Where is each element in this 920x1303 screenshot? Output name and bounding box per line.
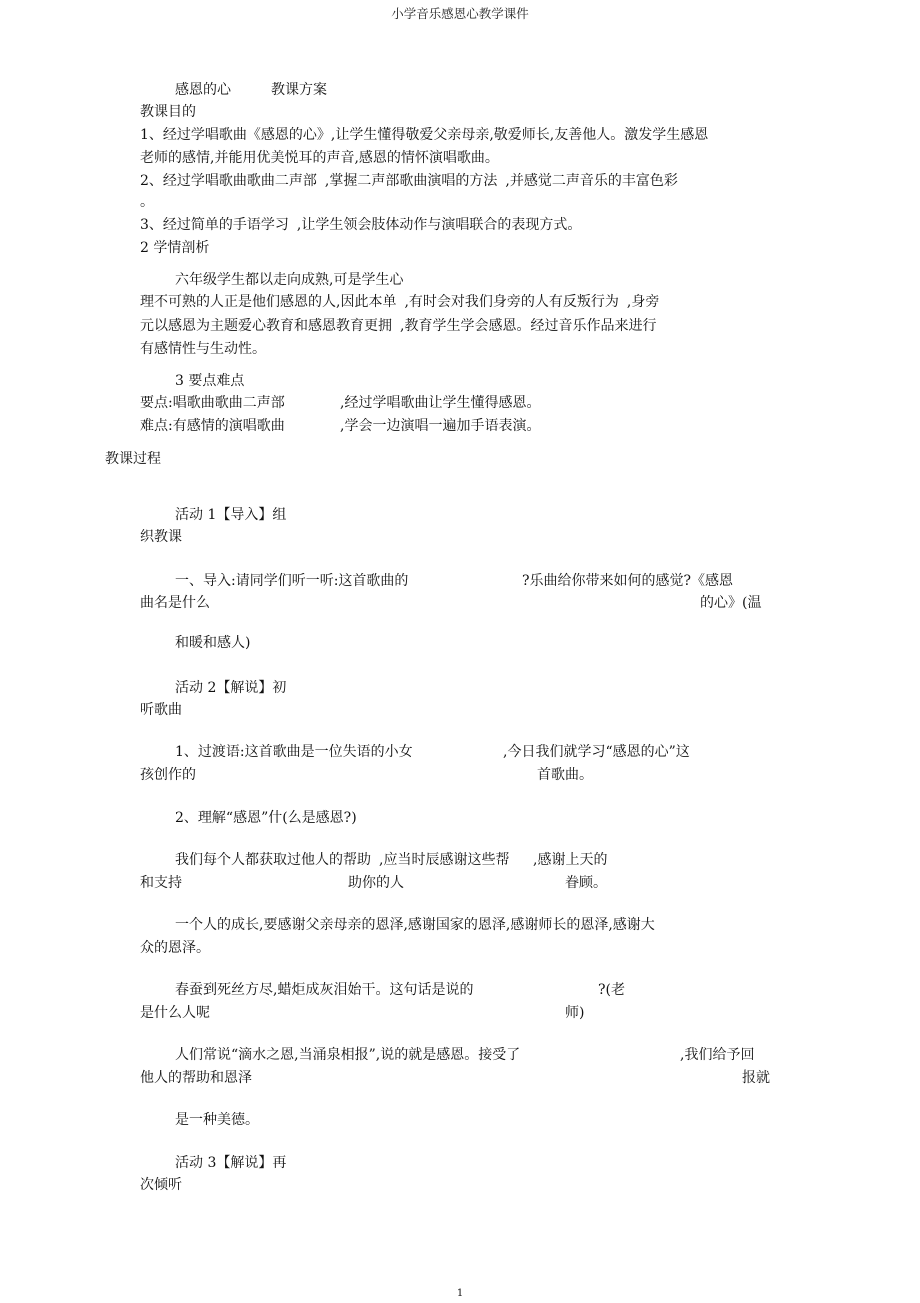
goal-2: 2、经过学唱歌曲歌曲二声部 <box>140 173 317 189</box>
paragraph: ,今日我们就学习“感恩的心”这 <box>503 744 690 760</box>
paragraph: 报就 <box>742 1070 770 1086</box>
goal-3-seg: ,让学生领会肢体动作与演唱联合的表现方式。 <box>296 217 582 233</box>
key-point: 要点:唱歌曲歌曲二声部 <box>140 395 285 411</box>
activity-heading: 次倾听 <box>140 1177 182 1193</box>
paragraph: ,教育学生学会感恩。经过音乐作品来进行 <box>400 318 657 334</box>
page-number: 1 <box>456 1288 464 1299</box>
goal-1: 1、经过学唱歌曲《感恩的心》,让学生懂得敬爱父亲母亲,敬爱师长,友善他人。激发学生感恩 <box>140 127 709 143</box>
paragraph: 2、理解“感恩”什(么是感恩?) <box>175 810 357 826</box>
paragraph: 助你的人 <box>348 875 404 891</box>
activity-heading: 活动 2【解说】初 <box>175 680 287 696</box>
paragraph: 和支持 <box>140 875 182 891</box>
section-heading: 教课过程 <box>105 451 161 467</box>
section-heading: 教课目的 <box>140 104 196 120</box>
paragraph: 是什么人呢 <box>140 1005 210 1021</box>
paragraph: 六年级学生都以走向成熟,可是学生心 <box>175 272 404 288</box>
paragraph: 曲名是什么 <box>140 595 210 611</box>
paragraph: ,应当时辰感谢这些帮 <box>379 852 510 868</box>
paragraph: 我们每个人都获取过他人的帮助 <box>175 852 371 868</box>
paragraph: 有感情性与生动性。 <box>140 341 266 357</box>
activity-heading: 活动 3【解说】再 <box>175 1155 287 1171</box>
paragraph: 众的恩泽。 <box>140 940 210 956</box>
paragraph: 一、导入:请同学们听一听:这首歌曲的 <box>175 573 409 589</box>
paragraph: 人们常说“滴水之恩,当涌泉相报”,说的就是感恩。接受了 <box>175 1047 521 1063</box>
difficulty: ,学会一边演唱一遍加手语表演。 <box>340 418 541 434</box>
goal-2-seg: ,掌握二声部歌曲演唱的方法 <box>324 173 498 189</box>
paragraph: 理不可熟的人正是他们感恩的人,因此本单 <box>140 294 397 310</box>
paragraph: 他人的帮助和恩泽 <box>140 1070 252 1086</box>
goal-2-end: 。 <box>140 194 154 210</box>
activity-heading: 活动 1【导入】组 <box>175 507 287 523</box>
key-point: ,经过学唱歌曲让学生懂得感恩。 <box>340 395 541 411</box>
section-heading: 3 要点难点 <box>175 373 245 389</box>
paragraph: 孩创作的 <box>140 767 196 783</box>
running-header: 小学音乐感恩心教学课件 <box>391 6 529 21</box>
paragraph: 1、过渡语:这首歌曲是一位失语的小女 <box>175 744 413 760</box>
activity-heading: 听歌曲 <box>140 702 182 718</box>
section-heading: 2 学情剖析 <box>140 240 210 256</box>
paragraph: ,感谢上天的 <box>533 852 608 868</box>
goal-2-seg: ,并感觉二声音乐的丰富色彩 <box>505 173 678 189</box>
paragraph: 和暖和感人) <box>175 635 251 651</box>
paragraph: ?(老 <box>598 982 625 998</box>
paragraph: 的心》(温 <box>700 595 762 611</box>
paragraph: ,我们给予回 <box>680 1047 755 1063</box>
paragraph: 春蚕到死丝方尽,蜡炬成灰泪始干。这句话是说的 <box>175 982 474 998</box>
title-doc-type: 教课方案 <box>271 82 327 98</box>
paragraph: 元以感恩为主题爱心教育和感恩教育更拥 <box>140 318 392 334</box>
paragraph: 师) <box>565 1005 585 1021</box>
activity-heading: 织教课 <box>140 529 182 545</box>
title-topic: 感恩的心 <box>175 82 231 98</box>
paragraph: ?乐曲给你带来如何的感觉?《感恩 <box>522 573 734 589</box>
paragraph: ,有时会对我们身旁的人有反叛行为 <box>404 294 619 310</box>
paragraph: 眷顾。 <box>565 875 607 891</box>
paragraph: 首歌曲。 <box>537 767 593 783</box>
difficulty: 难点:有感情的演唱歌曲 <box>140 418 285 434</box>
goal-1-cont: 老师的感情,并能用优美悦耳的声音,感恩的情怀演唱歌曲。 <box>140 150 499 166</box>
paragraph: 是一种美德。 <box>175 1112 259 1128</box>
paragraph: ,身旁 <box>626 294 660 310</box>
paragraph: 一个人的成长,要感谢父亲母亲的恩泽,感谢国家的恩泽,感谢师长的恩泽,感谢大 <box>175 917 655 933</box>
goal-3: 3、经过简单的手语学习 <box>140 217 289 233</box>
